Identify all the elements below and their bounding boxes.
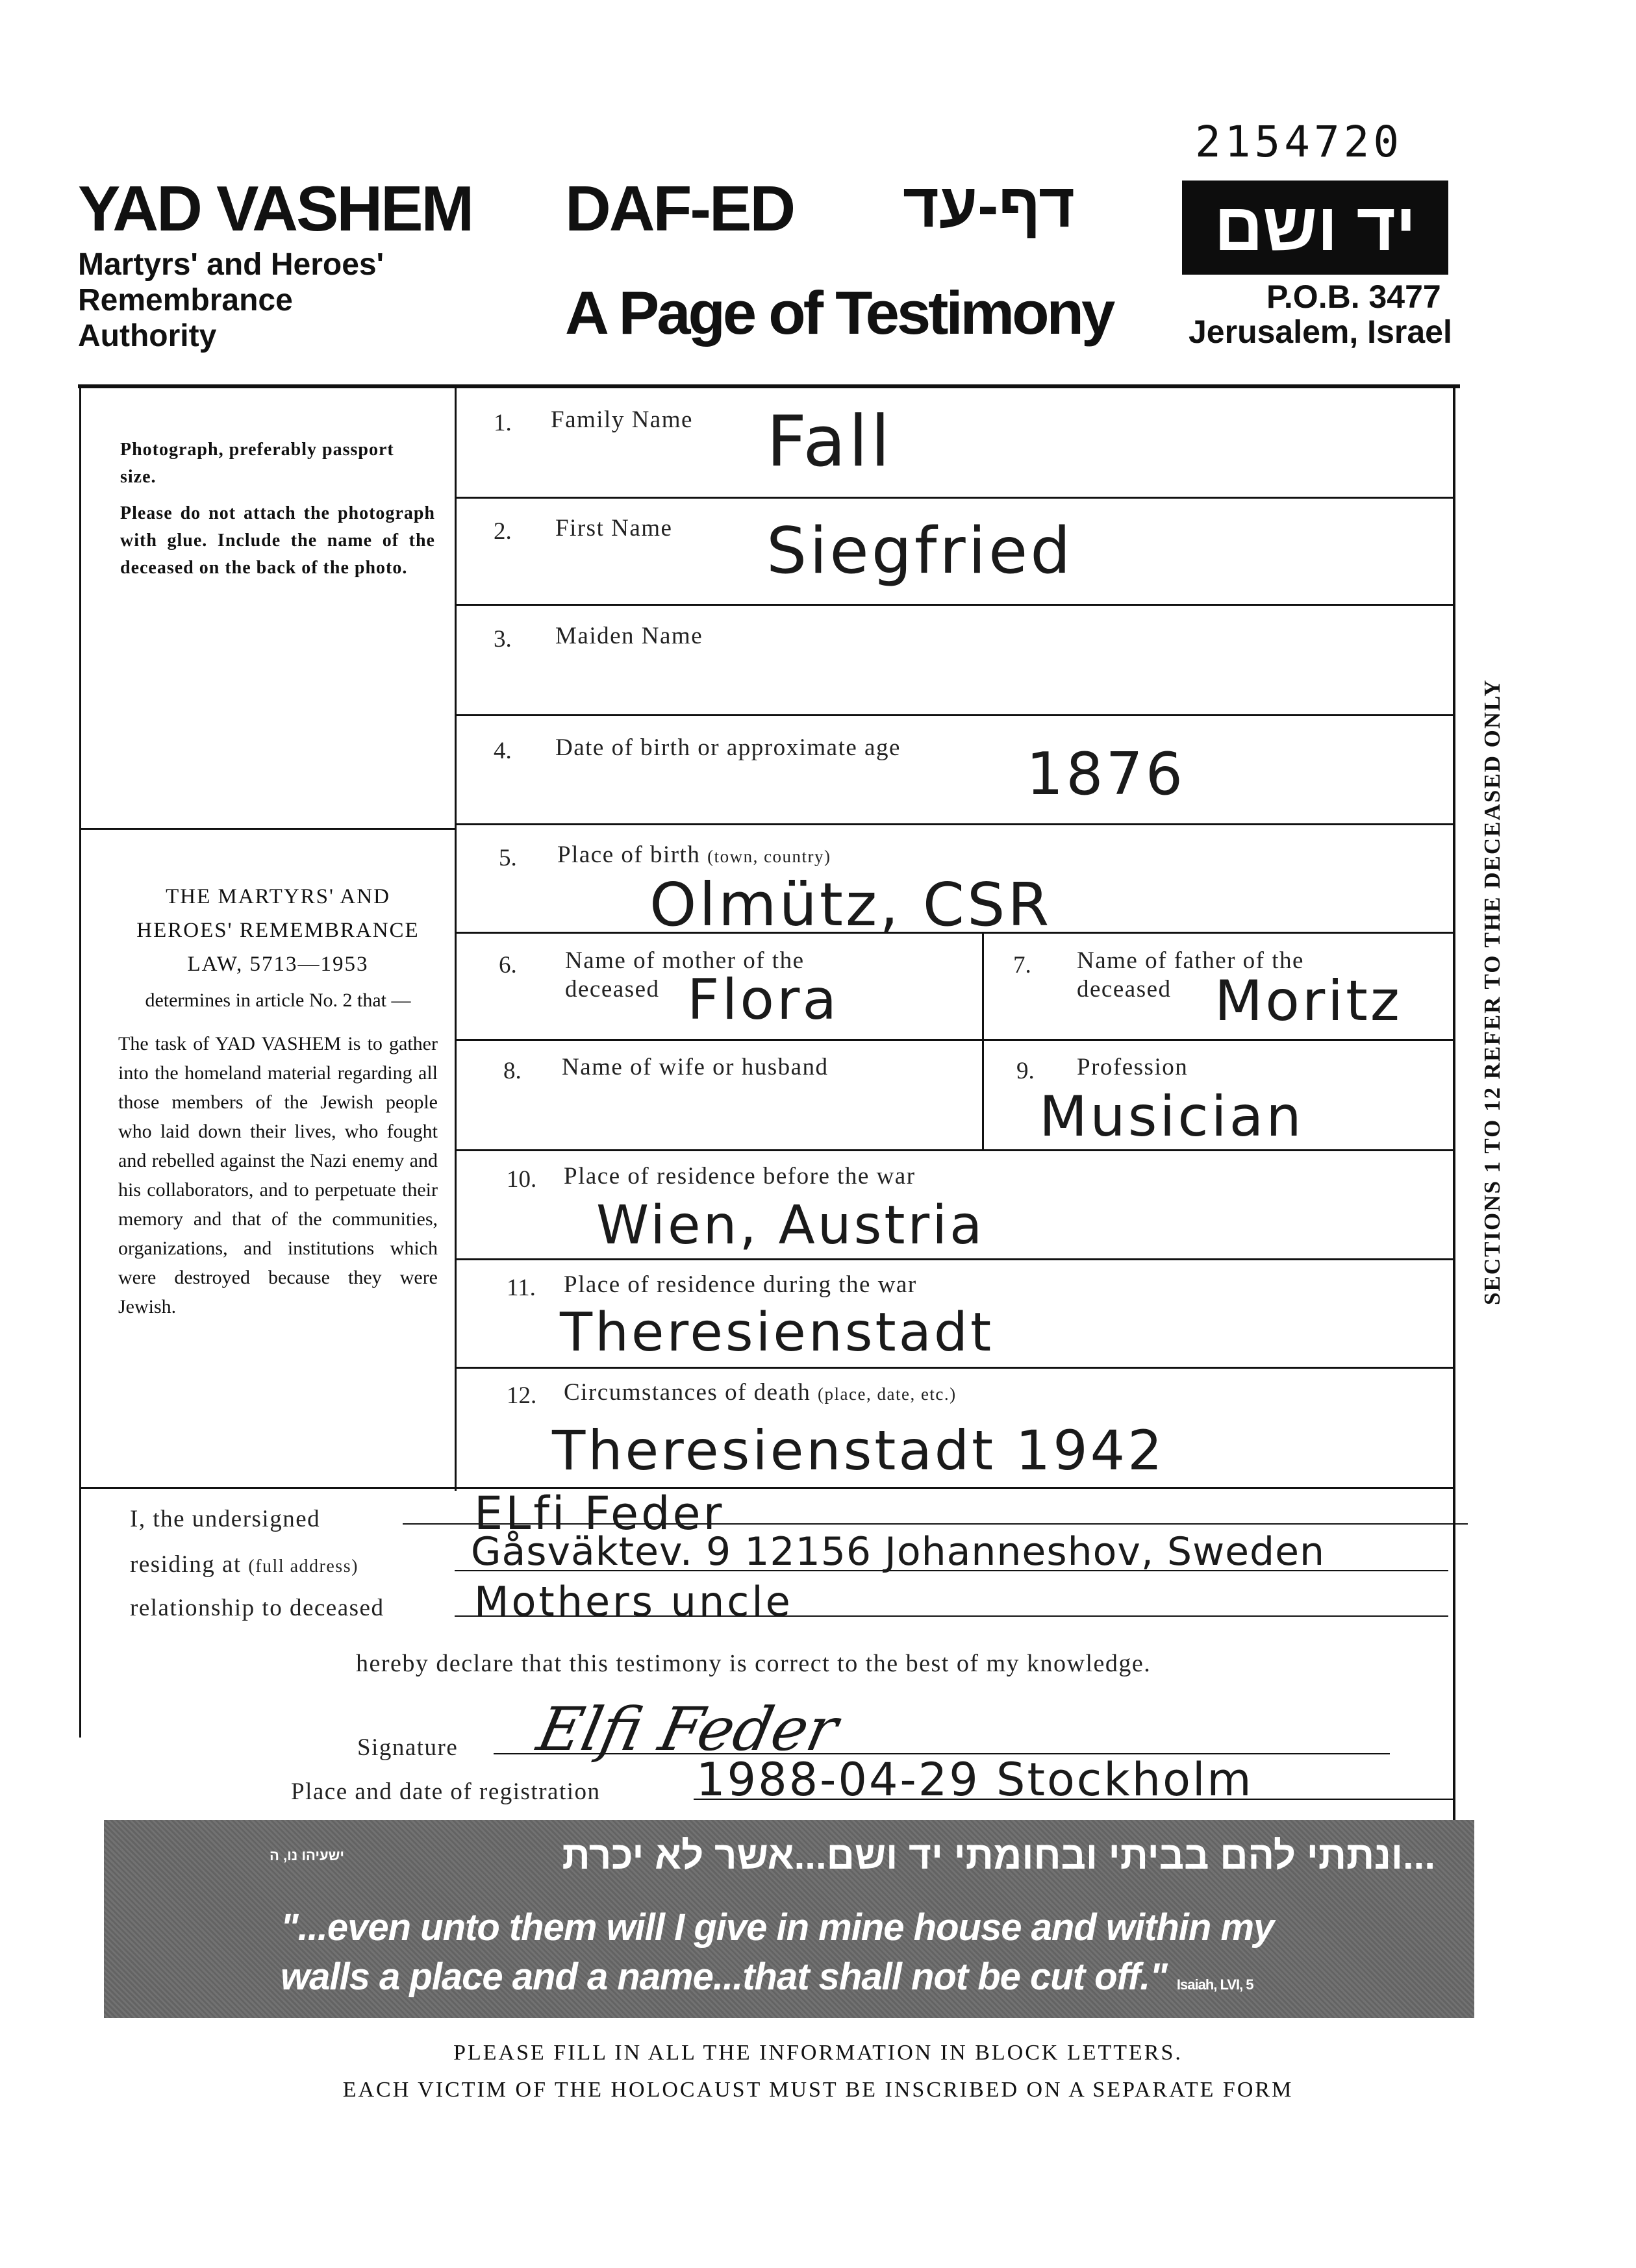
banner-quote-line-2-text: walls a place and a name...that shall not be cut off." [281, 1956, 1167, 1998]
serial-number: 2154720 [1195, 117, 1403, 167]
page-title: A Page of Testimony [565, 279, 1113, 347]
banner-hebrew: ...ונתתי להם בביתי ובחומתי יד ושם...אשר לא יכרת [562, 1834, 1435, 1877]
field-9-value: Musician [1039, 1084, 1304, 1149]
field-11-number: 11. [507, 1275, 536, 1301]
law-body: The task of YAD VASHEM is to gather into the homeland material regarding all those members of the Jewish people who laid down their lives, who fought and rebelled against the Nazi enemy and his collaborators, and to perpetuate their memory and that of the communities, organizations, and institutions which were destroyed because they were Jewish. [118, 1033, 438, 1317]
field-12-label-text: Circumstances of death [564, 1379, 811, 1406]
field-6-label-b: deceased [565, 976, 660, 1003]
form-column-divider [455, 387, 457, 1491]
field-12-number: 12. [507, 1382, 537, 1409]
photo-note [120, 436, 435, 582]
field-4-label: Date of birth or approximate age [555, 734, 901, 761]
field-8-label: Name of wife or husband [562, 1054, 829, 1080]
hebrew-title: דף-עד [903, 171, 1075, 240]
row-line-4 [455, 823, 1455, 825]
field-9-number: 9. [1016, 1058, 1035, 1084]
field-1-number: 1. [494, 410, 512, 436]
org-subtitle [78, 247, 384, 354]
field-10-label: Place of residence before the war [564, 1163, 916, 1190]
field-12-label-note: (place, date, etc.) [818, 1384, 957, 1404]
photo-box-bottom [79, 828, 456, 830]
signature-label: Signature [357, 1734, 459, 1761]
field-10-number: 10. [507, 1166, 537, 1193]
place-date-value: 1988-04-29 Stockholm [696, 1753, 1253, 1806]
row-line-8 [455, 1258, 1455, 1260]
law-sub: determines in article No. 2 that — [145, 990, 411, 1011]
org-sub-line-1: Martyrs' and Heroes' [78, 247, 384, 282]
field-2-label: First Name [555, 515, 673, 542]
field-12-label [564, 1378, 957, 1406]
row-line-6 [455, 1039, 1455, 1041]
field-8-number: 8. [503, 1058, 522, 1084]
field-6-value: Flora [687, 967, 840, 1032]
declare-text: hereby declare that this testimony is correct to the best of my knowledge. [356, 1650, 1151, 1677]
relationship-label: relationship to deceased [130, 1595, 384, 1621]
residing-label-note: (full address) [248, 1556, 359, 1576]
law-block [118, 880, 438, 1321]
field-2-value: Siegfried [766, 514, 1074, 588]
field-5-label-text: Place of birth [557, 841, 701, 868]
field-9-label: Profession [1077, 1054, 1189, 1080]
field-11-label: Place of residence during the war [564, 1271, 917, 1298]
field-5-number: 5. [499, 845, 517, 871]
footer-line-1: PLEASE FILL IN ALL THE INFORMATION IN BLOCK LETTERS. [453, 2041, 1183, 2065]
top-rule [78, 384, 1460, 388]
signature: Elfi Feder [531, 1695, 844, 1764]
residing-label [130, 1551, 359, 1578]
residing-label-text: residing at [130, 1551, 242, 1578]
field-5-label-note: (town, country) [707, 847, 831, 866]
org-sub-line-2: Remembrance [78, 283, 293, 318]
banner-ref: Isaiah, LVI, 5 [1176, 1976, 1253, 1993]
field-7-number: 7. [1013, 952, 1031, 978]
banner-hebrew-ref: ישעיהו נו, ה [270, 1847, 344, 1863]
field-12-value: Theresienstadt 1942 [552, 1419, 1165, 1482]
row-line-9 [455, 1367, 1455, 1369]
field-7-value: Moritz [1214, 969, 1402, 1034]
residing-value: Gåsväktev. 9 12156 Johanneshov, Sweden [471, 1529, 1326, 1575]
field-10-value: Wien, Austria [596, 1195, 985, 1256]
photo-note-glue: Please do not attach the photograph with glue. Include the name of the deceased on the back of the photo. [120, 503, 435, 578]
field-1-value: Fall [766, 401, 893, 482]
banner-quote-line-1: "...even unto them will I give in mine house and within my [281, 1906, 1274, 1949]
org-name: YAD VASHEM [78, 173, 473, 244]
quote-banner [104, 1820, 1474, 2018]
law-title: THE MARTYRS' AND HEROES' REMEMBRANCE LAW, 5713—1953 [136, 885, 420, 976]
field-5-label [557, 841, 831, 869]
field-5-value: Olmütz, CSR [649, 870, 1052, 940]
field-4-value: 1876 [1026, 740, 1186, 808]
daf-ed-title: DAF-ED [565, 173, 794, 244]
place-date-label: Place and date of registration [291, 1778, 601, 1805]
form-left-border [79, 387, 81, 1738]
org-sub-line-3: Authority [78, 319, 217, 353]
row-line-2 [455, 604, 1455, 606]
footer-line-2: EACH VICTIM OF THE HOLOCAUST MUST BE INSCRIBED ON A SEPARATE FORM [342, 2078, 1294, 2102]
field-2-number: 2. [494, 518, 512, 545]
row-line-1 [455, 497, 1455, 499]
field-7-label-b: deceased [1077, 976, 1172, 1003]
banner-quote-line-2 [281, 1955, 1253, 1999]
field-11-value: Theresienstadt [560, 1302, 994, 1364]
undersigned-value: ELfi Feder [474, 1487, 725, 1540]
mid-divider [982, 932, 984, 1149]
side-note: SECTIONS 1 TO 12 REFER TO THE DECEASED ONLY [1479, 679, 1505, 1305]
row-line-7 [455, 1149, 1455, 1151]
field-3-label: Maiden Name [555, 623, 703, 649]
field-6-label-a: Name of mother of the [565, 947, 805, 974]
field-6-number: 6. [499, 952, 517, 978]
city: Jerusalem, Israel [1189, 314, 1452, 350]
field-4-number: 4. [494, 738, 512, 764]
form-right-border [1453, 387, 1455, 1828]
field-1-label: Family Name [551, 406, 693, 433]
relationship-value: Mothers uncle [474, 1578, 793, 1625]
photo-note-size: Photograph, preferably passport size. [120, 440, 394, 487]
form-bottom-rule [79, 1487, 1455, 1489]
field-3-number: 3. [494, 626, 512, 653]
undersigned-label: I, the undersigned [130, 1506, 321, 1532]
yad-vashem-logo: יד ושם [1182, 181, 1448, 275]
row-line-3 [455, 714, 1455, 716]
pob: P.O.B. 3477 [1266, 279, 1441, 315]
field-7-label-a: Name of father of the [1077, 947, 1304, 974]
